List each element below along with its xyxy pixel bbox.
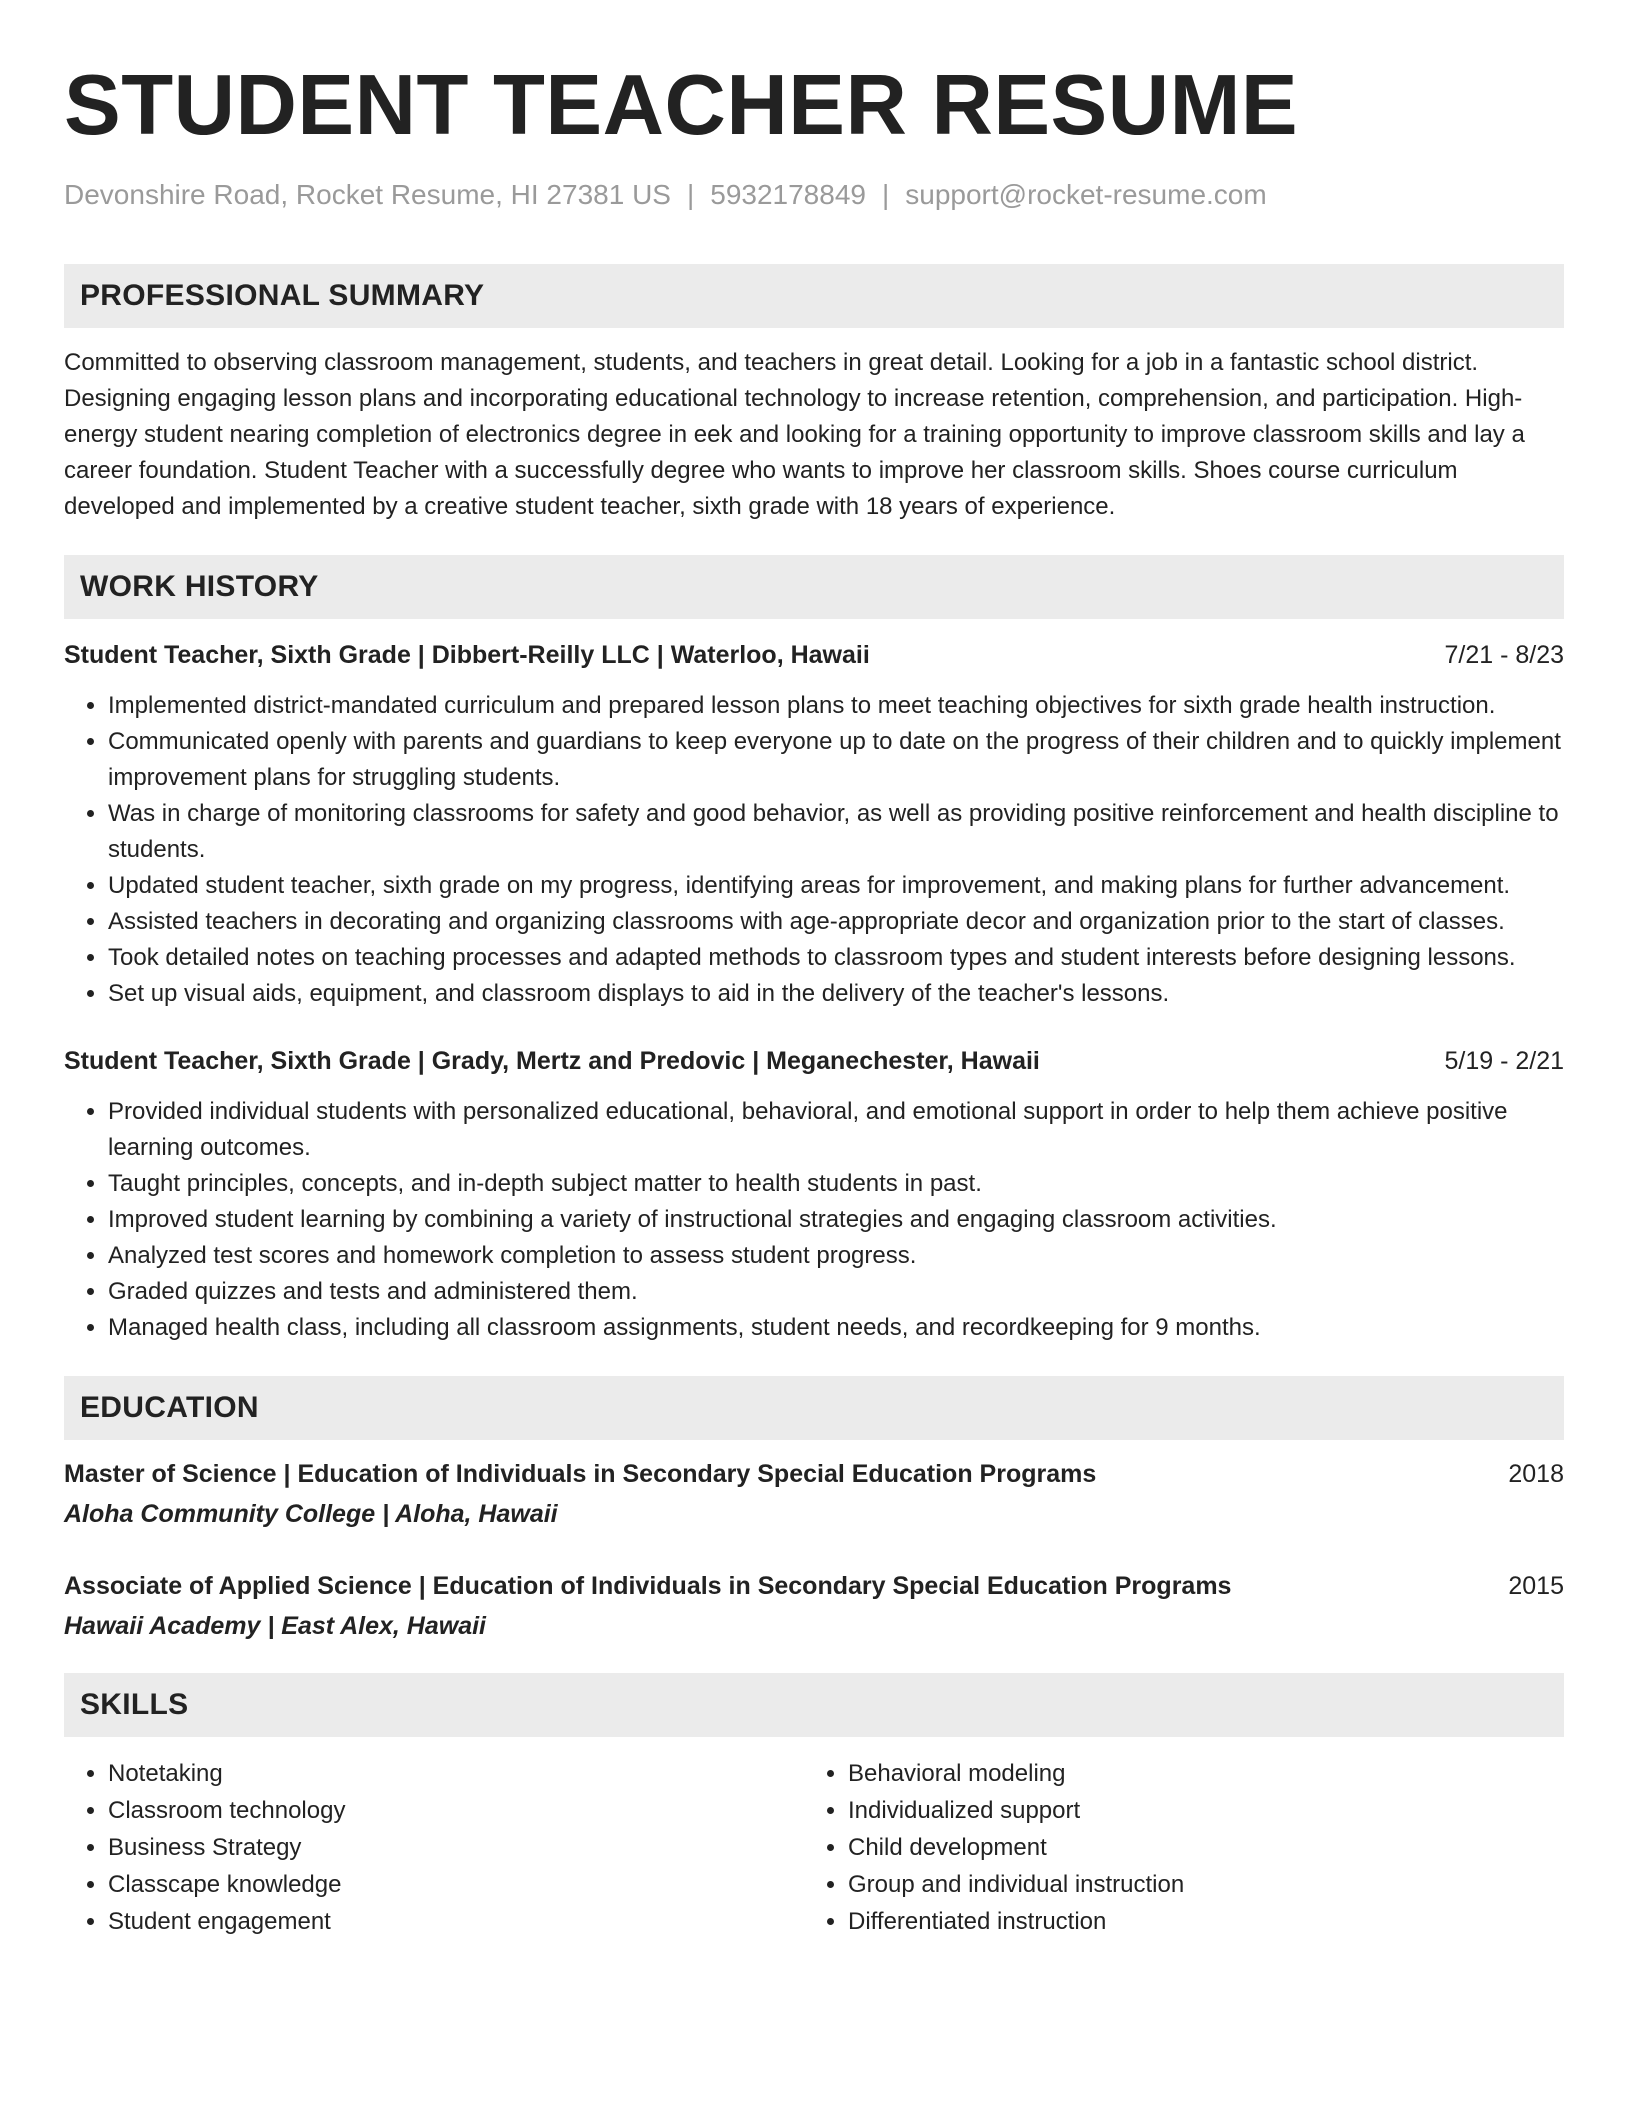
job-bullet: • Implemented district-mandated curriculum and prepared lesson plans to meet teaching objectives for sixth grade health instruction. (108, 688, 1564, 724)
job-bullet: • Took detailed notes on teaching processes and adapted methods to classroom types and student interests before designing lessons. (108, 940, 1564, 976)
contact-separator: | (686, 179, 695, 210)
job-header (64, 638, 1564, 672)
skill-item: • Child development (848, 1829, 1564, 1866)
skill-item: • Business Strategy (108, 1829, 804, 1866)
contact-email: support@rocket-resume.com (905, 179, 1267, 210)
summary-text: Committed to observing classroom management, students, and teachers in great detail. Looking for a job in a fantastic school district. Designing engaging lesson plans and incorporating educational technology to increase retention, comprehension, and participation. High-energy student nearing completion of electronics degree in eek and looking for a training opportunity to improve classroom skills and lay a career foundation. Student Teacher with a successfully degree who wants to improve her classroom skills. Shoes course curriculum developed and implemented by a creative student teacher, sixth grade with 18 years of experience. (64, 349, 1525, 520)
skill-item: • Group and individual instruction (848, 1866, 1564, 1903)
job-bullet: • Analyzed test scores and homework completion to assess student progress. (108, 1238, 1564, 1274)
section-header-summary: PROFESSIONAL SUMMARY (64, 264, 1564, 328)
education-year: 2015 (1508, 1572, 1564, 1600)
section-header-work-history: WORK HISTORY (64, 555, 1564, 619)
education-school: Hawaii Academy | East Alex, Hawaii (64, 1612, 486, 1640)
job-bullet: • Was in charge of monitoring classrooms for safety and good behavior, as well as providing positive reinforcement and health discipline to students. (108, 796, 1564, 868)
job-bullet: • Taught principles, concepts, and in-depth subject matter to health students in past. (108, 1166, 1564, 1202)
skill-item: • Behavioral modeling (848, 1755, 1564, 1792)
skill-item: • Classroom technology (108, 1792, 804, 1829)
job-bullet: • Provided individual students with personalized educational, behavioral, and emotional support in order to help them achieve positive learning outcomes. (108, 1094, 1564, 1166)
skill-item: • Differentiated instruction (848, 1903, 1564, 1940)
job-bullet: • Communicated openly with parents and guardians to keep everyone up to date on the progress of their children and to quickly implement improvement plans for struggling students. (108, 724, 1564, 796)
job-title: Student Teacher, Sixth Grade | Grady, Mertz and Predovic | Meganechester, Hawaii (64, 1047, 1040, 1075)
contact-line (64, 178, 1564, 212)
education-header (64, 1457, 1564, 1491)
skill-item: • Individualized support (848, 1792, 1564, 1829)
section-header-skills: SKILLS (64, 1673, 1564, 1737)
section-header-education: EDUCATION (64, 1376, 1564, 1440)
contact-separator: | (881, 179, 890, 210)
job-dates: 7/21 - 8/23 (1444, 641, 1564, 669)
job-bullets (64, 688, 1564, 1012)
job-bullet: • Set up visual aids, equipment, and classroom displays to aid in the delivery of the teacher's lessons. (108, 976, 1564, 1012)
skills-column-left (64, 1755, 804, 1940)
job-title: Student Teacher, Sixth Grade | Dibbert-Reilly LLC | Waterloo, Hawaii (64, 641, 870, 669)
contact-phone: 5932178849 (710, 179, 866, 210)
resume-title: STUDENT TEACHER RESUME (64, 58, 1299, 153)
job-dates: 5/19 - 2/21 (1444, 1047, 1564, 1075)
education-degree: Master of Science | Education of Individuals in Secondary Special Education Programs (64, 1460, 1097, 1488)
contact-address: Devonshire Road, Rocket Resume, HI 27381 US (64, 179, 671, 210)
skill-item: • Notetaking (108, 1755, 804, 1792)
skills-list (64, 1755, 1564, 1940)
skill-item: • Student engagement (108, 1903, 804, 1940)
skill-item: • Classcape knowledge (108, 1866, 804, 1903)
job-bullet: • Managed health class, including all classroom assignments, student needs, and recordkeeping for 9 months. (108, 1310, 1564, 1346)
job-bullet: • Graded quizzes and tests and administered them. (108, 1274, 1564, 1310)
skills-column-right (804, 1755, 1564, 1940)
job-bullets (64, 1094, 1564, 1346)
job-bullet: • Assisted teachers in decorating and organizing classrooms with age-appropriate decor and organization prior to the start of classes. (108, 904, 1564, 940)
job-header (64, 1044, 1564, 1078)
job-bullet: • Updated student teacher, sixth grade on my progress, identifying areas for improvement, and making plans for further advancement. (108, 868, 1564, 904)
education-school: Aloha Community College | Aloha, Hawaii (64, 1500, 558, 1528)
education-year: 2018 (1508, 1460, 1564, 1488)
education-header (64, 1569, 1564, 1603)
job-bullet: • Improved student learning by combining a variety of instructional strategies and engaging classroom activities. (108, 1202, 1564, 1238)
education-degree: Associate of Applied Science | Education of Individuals in Secondary Special Education Programs (64, 1572, 1232, 1600)
